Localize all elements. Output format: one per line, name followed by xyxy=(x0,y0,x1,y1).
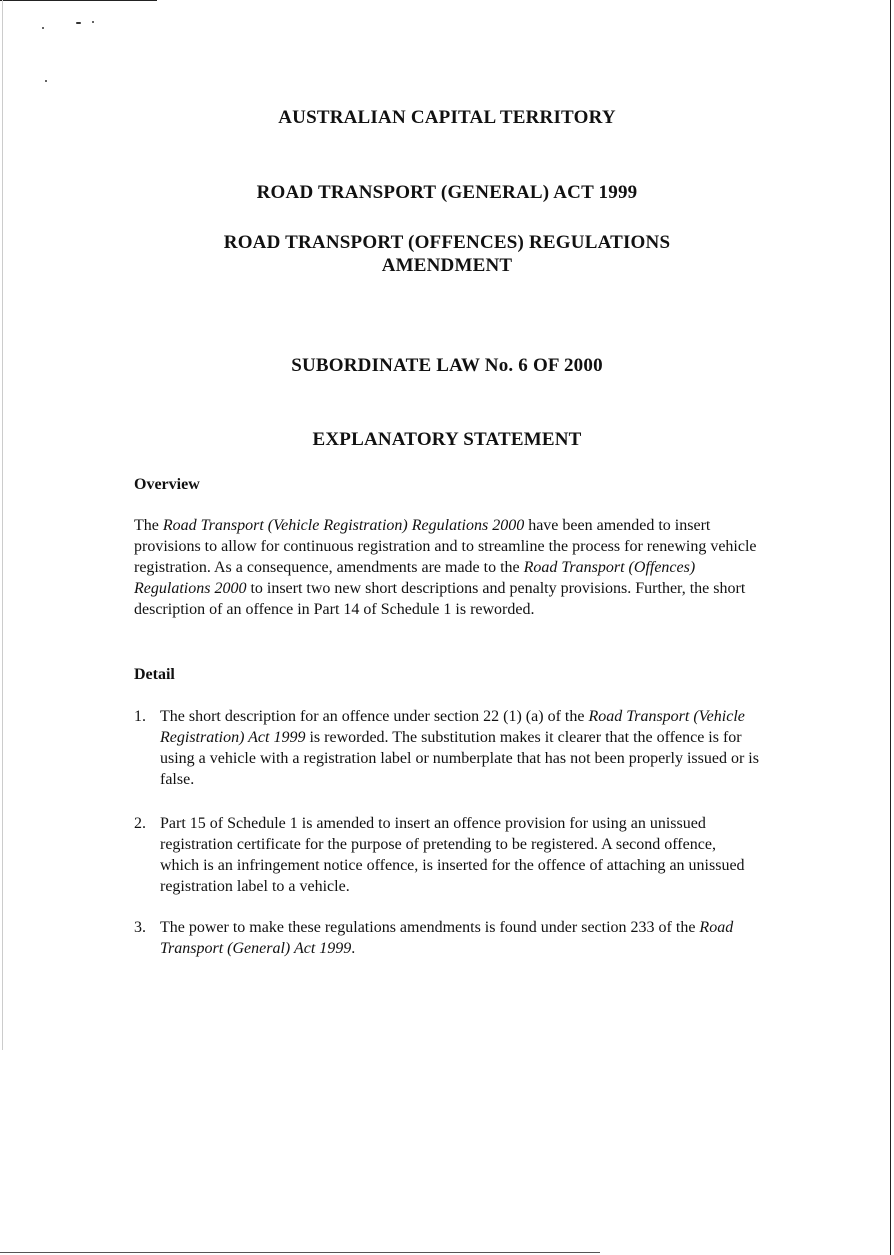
scan-edge-left xyxy=(2,0,3,1050)
detail-item-text xyxy=(160,706,759,790)
act-reference: Road Transport (General) Act 1999 xyxy=(160,919,734,957)
detail-item-text xyxy=(160,917,759,959)
act-reference: Road Transport (Vehicle Registration) Act 1999 xyxy=(160,708,745,746)
regulations-title-line1: ROAD TRANSPORT (OFFENCES) REGULATIONS xyxy=(223,232,671,253)
regulation-reference: Road Transport (Offences) Regulations 2000 xyxy=(134,559,696,597)
overview-text: have been amended to insert provisions to allow for continuous registration and to streamline the process for renewing vehicle registration. As a consequence, amendments are made to the xyxy=(134,517,757,576)
detail-item-text xyxy=(160,813,759,897)
statement-title: EXPLANATORY STATEMENT xyxy=(312,429,582,450)
detail-text: The power to make these regulations amendments is found under section 233 of the xyxy=(160,919,700,936)
territory-title: AUSTRALIAN CAPITAL TERRITORY xyxy=(278,107,616,128)
detail-text: The short description for an offence under section 22 (1) (a) of the xyxy=(160,708,589,725)
act-title: ROAD TRANSPORT (GENERAL) ACT 1999 xyxy=(256,182,638,203)
overview-paragraph xyxy=(134,515,759,620)
scan-speck xyxy=(45,80,47,82)
scan-edge-top xyxy=(0,0,157,1)
scan-edge-bottom xyxy=(0,1252,600,1253)
scan-speck xyxy=(76,22,81,24)
detail-item xyxy=(134,813,759,897)
law-number-title: SUBORDINATE LAW No. 6 OF 2000 xyxy=(291,355,603,376)
scan-speck xyxy=(42,27,44,29)
regulations-title xyxy=(0,231,894,277)
scan-speck xyxy=(92,21,94,23)
regulations-title-line2: AMENDMENT xyxy=(381,255,513,276)
overview-heading: Overview xyxy=(134,476,200,493)
detail-item-number: 3. xyxy=(134,919,146,936)
detail-text: is reworded. The substitution makes it clearer that the offence is for using a vehicle with a registration label or numberplate that has not been properly issued or is false. xyxy=(160,729,759,788)
detail-item xyxy=(134,917,759,959)
overview-text: The xyxy=(134,517,163,534)
detail-text: Part 15 of Schedule 1 is amended to insert an offence provision for using an unissued registration certificate for the purpose of pretending to be registered. A second offence, which is an infringement notice offence, is inserted for the offence of attaching an unissued registration label to a vehicle. xyxy=(160,815,745,895)
detail-text: . xyxy=(351,940,356,957)
detail-item xyxy=(134,706,759,790)
detail-item-number: 1. xyxy=(134,708,146,725)
overview-text: to insert two new short descriptions and penalty provisions. Further, the short description of an offence in Part 14 of Schedule 1 is reworded. xyxy=(134,580,746,618)
regulation-reference: Road Transport (Vehicle Registration) Regulations 2000 xyxy=(162,517,525,534)
detail-item-number: 2. xyxy=(134,815,146,832)
detail-heading: Detail xyxy=(134,666,175,683)
